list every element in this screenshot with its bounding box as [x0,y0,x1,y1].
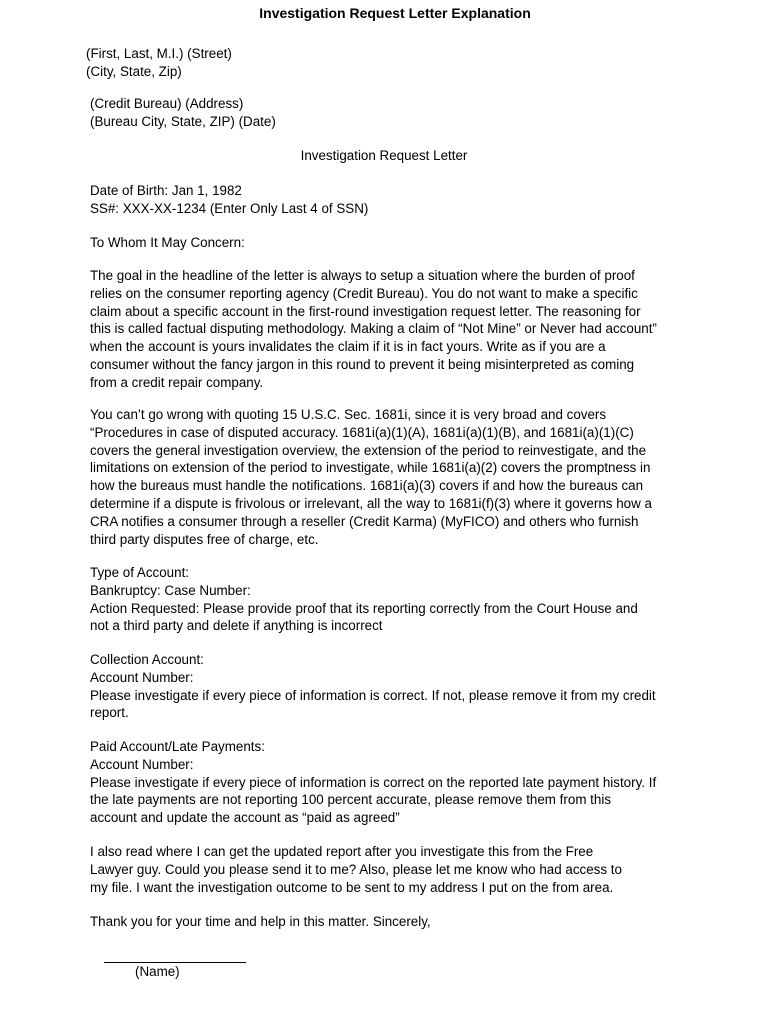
signature-line [104,962,246,963]
paragraph-statute [90,406,680,548]
paragraph-free-report [90,843,680,896]
text-line: CRA notifies a consumer through a reseller (Credit Karma) (MyFICO) and others who furnish [90,513,639,529]
text-line: Type of Account: [90,565,190,580]
text-line: Account Number: [90,756,194,772]
text-line: how the bureaus must handle the notifications. 1681i(a)(3) covers if and how the bureaus can [90,478,644,494]
text-line: Please investigate if every piece of information is correct. If not, please remove it from my credit [90,687,656,703]
recipient-line-2: (Bureau City, State, ZIP) (Date) [90,113,276,129]
text-line: Account Number: [90,669,194,685]
text-line: the late payments are not reporting 100 percent accurate, please remove them from this [90,792,612,808]
text-line: Bankruptcy: Case Number: [90,582,251,598]
text-line: limitations on extension of the period to investigate, while 1681i(a)(2) covers the promptness in [90,460,651,476]
identity-block [90,182,680,218]
text-line: Paid Account/Late Payments: [90,739,265,754]
paid-account-block [90,738,680,827]
sender-address [86,45,676,81]
text-line: from a credit repair company. [90,374,264,390]
text-line: relies on the consumer reporting agency (Credit Bureau). You do not want to make a specific [90,285,638,301]
text-line: account and update the account as “paid as agreed” [90,810,400,826]
sender-line-1: (First, Last, M.I.) (Street) [86,46,232,61]
greeting-text: To Whom It May Concern: [90,235,245,250]
text-line: consumer without the fancy jargon in this round to prevent it being misinterpreted as coming [90,356,635,372]
text-line: Collection Account: [90,652,204,667]
closing-text: Thank you for your time and help in this matter. Sincerely, [90,914,431,929]
text-line: Please investigate if every piece of information is correct on the reported late payment history. If [90,774,657,790]
document-title: Investigation Request Letter Explanation [259,5,531,21]
closing [90,913,680,931]
ssn-line: SS#: XXX-XX-1234 (Enter Only Last 4 of SSN) [90,200,369,216]
text-line: I also read where I can get the updated report after you investigate this from the Free [90,844,594,859]
text-line: You can’t go wrong with quoting 15 U.S.C. Sec. 1681i, since it is very broad and covers [90,407,607,422]
recipient-line-1: (Credit Bureau) (Address) [90,96,244,111]
recipient-address [90,95,680,131]
bankruptcy-block [90,564,680,635]
text-line: “Procedures in case of disputed accuracy. 1681i(a)(1)(A), 1681i(a)(1)(B), and 1681i(a)(1)(C) [90,424,634,440]
text-line: Lawyer guy. Could you please send it to me? Also, please let me know who had access to [90,861,622,877]
text-line: not a third party and delete if anything is incorrect [90,618,383,634]
text-line: report. [90,705,129,721]
text-line: when the account is yours invalidates the claim if it is in fact yours. Write as if you are a [90,339,606,355]
text-line: third party disputes free of charge, etc. [90,531,319,547]
text-line: this is called factual disputing methodology. Making a claim of “Not Mine” or Never had account” [90,321,657,337]
text-line: determine if a dispute is frivolous or irrelevant, all the way to 1681i(f)(3) where it governs how a [90,495,652,511]
sender-line-2: (City, State, Zip) [86,63,182,79]
greeting [90,234,680,252]
signature-name-label: (Name) [135,964,180,979]
letter-subtitle: Investigation Request Letter [300,148,468,163]
text-line: Action Requested: Please provide proof that its reporting correctly from the Court House and [90,600,638,616]
text-line: The goal in the headline of the letter is always to setup a situation where the burden of proof [90,268,635,283]
text-line: claim about a specific account in the first-round investigation request letter. The reasoning for [90,303,641,319]
text-line: covers the general investigation overview, the extension of the period to reinvestigate, and the [90,442,647,458]
text-line: my file. I want the investigation outcome to be sent to my address I put on the from area. [90,879,614,895]
date-of-birth: Date of Birth: Jan 1, 1982 [90,183,242,198]
collection-block [90,651,680,722]
paragraph-burden-of-proof [90,267,680,392]
